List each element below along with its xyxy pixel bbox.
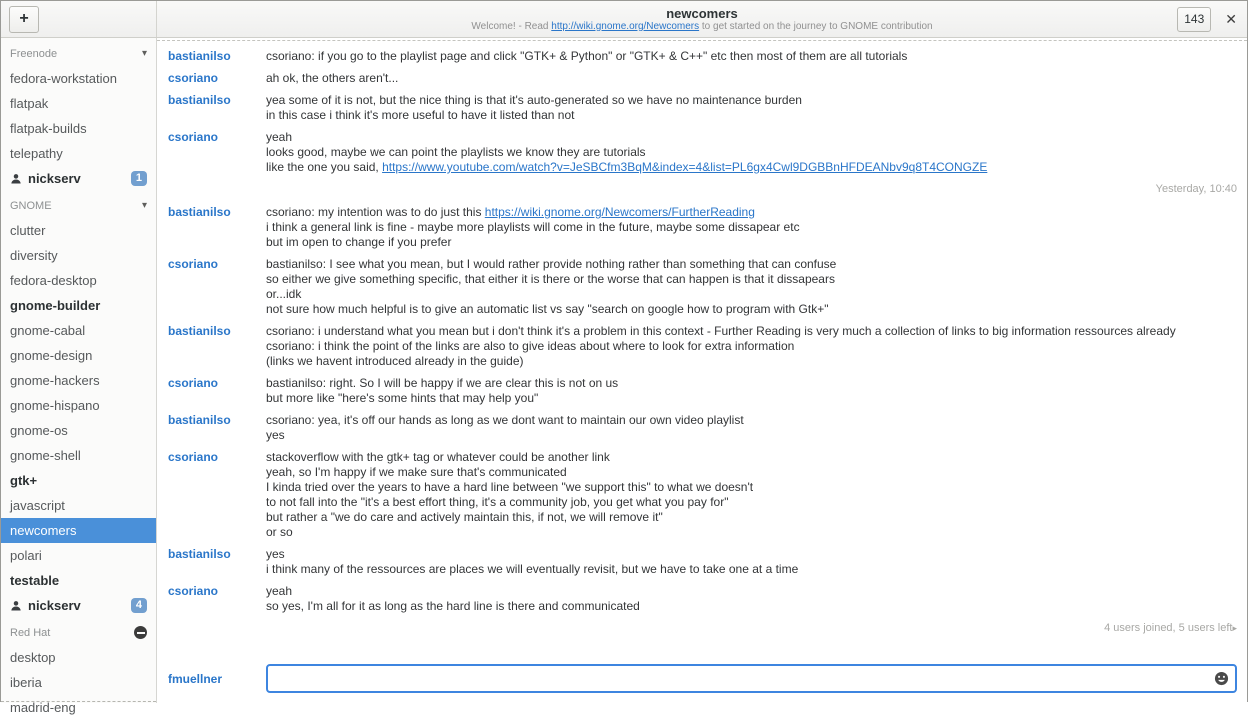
sidebar-item-label: fedora-workstation	[10, 71, 117, 86]
sidebar-item-nickserv[interactable]	[1, 166, 156, 191]
header-controls	[1177, 1, 1237, 37]
sidebar-item-label: gnome-design	[10, 348, 93, 363]
message-text: i think many of the ressources are places we will eventually revisit, but we have to take one at a time	[266, 562, 799, 576]
message-text: looks good, maybe we can point the playlists we know they are tutorials	[266, 145, 646, 159]
sidebar-item-polari[interactable]	[1, 543, 156, 568]
sidebar-item-flatpak-builds[interactable]	[1, 116, 156, 141]
message-text: in this case i think it's more useful to have it listed than not	[266, 108, 575, 122]
message-link[interactable]: https://wiki.gnome.org/Newcomers/FurtherReading	[484, 205, 755, 219]
message-text: csoriano: if you go to the playlist page and click "GTK+ & Python" or "GTK+ & C++" etc then most of them are all tutorials	[266, 49, 908, 63]
message-line	[266, 525, 1237, 540]
status-text: 4 users joined, 5 users left	[1104, 622, 1233, 634]
message-text: or...idk	[266, 287, 302, 301]
header-main-section	[157, 1, 1247, 37]
channel-topic	[471, 21, 932, 33]
sidebar-item-label: flatpak-builds	[10, 121, 87, 136]
message-nick[interactable]: csoriano	[168, 584, 219, 598]
sidebar-item-label: Freenode	[10, 47, 58, 60]
sidebar-item-label: gnome-cabal	[10, 323, 86, 338]
message-line	[266, 71, 1237, 86]
message-body	[266, 130, 1237, 175]
timestamp-label: Yesterday, 10:40	[1155, 183, 1237, 195]
message-text: csoriano: yea, it's off our hands as long as we dont want to maintain our own video playlist	[266, 413, 744, 427]
sidebar-item-testable[interactable]	[1, 568, 156, 593]
message-line	[266, 510, 1237, 525]
chevron-down-icon[interactable]: ▾	[141, 48, 147, 59]
message-list[interactable]	[157, 38, 1247, 657]
sidebar-item-label: testable	[10, 573, 60, 588]
message-line	[266, 93, 1237, 108]
chat-message	[157, 130, 1237, 175]
sidebar-item-gnome-shell[interactable]	[1, 443, 156, 468]
chat-message	[157, 71, 1237, 86]
add-room-button[interactable]: +	[9, 6, 39, 33]
sidebar-item-label: newcomers	[10, 523, 77, 538]
message-nick[interactable]: csoriano	[168, 130, 219, 144]
chat-message	[157, 376, 1237, 406]
unread-count-badge: 4	[131, 598, 147, 613]
message-line	[266, 584, 1237, 599]
message-line	[266, 376, 1237, 391]
topic-text-prefix: Welcome! - Read	[471, 20, 552, 32]
chat-message	[157, 93, 1237, 123]
chat-message	[157, 450, 1237, 540]
message-nick[interactable]: csoriano	[168, 376, 219, 390]
message-line	[266, 49, 1237, 64]
chat-scroll-undershoot	[157, 40, 1247, 41]
message-text: but more like "here's some hints that may help you"	[266, 391, 539, 405]
message-text: csoriano: my intention was to do just this	[266, 205, 485, 219]
message-nick[interactable]: bastianilso	[168, 93, 231, 107]
message-line	[266, 495, 1237, 510]
header-sidebar-section	[1, 1, 157, 37]
message-line	[266, 235, 1237, 250]
message-text: like the one you said,	[266, 160, 383, 174]
message-nick[interactable]: bastianilso	[168, 324, 231, 338]
message-line	[266, 480, 1237, 495]
chat-message	[157, 257, 1237, 317]
message-body	[266, 413, 1237, 443]
sidebar-item-label: GNOME	[10, 199, 52, 212]
sidebar-item-label: gtk+	[10, 473, 38, 488]
message-text: so either we give something specific, that either it is there or the worse that can happen is that it dissapears	[266, 272, 835, 286]
sidebar-item-label: gnome-builder	[10, 298, 101, 313]
message-text: yea some of it is not, but the nice thing is that it's auto-generated so we have no maintenance burden	[266, 93, 802, 107]
chat-pane	[157, 38, 1247, 703]
sidebar-item-fedora-desktop[interactable]	[1, 268, 156, 293]
sidebar-section-red-hat[interactable]	[1, 620, 156, 645]
message-line	[266, 272, 1237, 287]
sidebar-item-javascript[interactable]	[1, 493, 156, 518]
message-text: yeah	[266, 130, 293, 144]
message-body	[266, 450, 1237, 540]
message-text: (links we havent introduced already in the guide)	[266, 354, 524, 368]
message-line	[266, 450, 1237, 465]
message-line	[266, 391, 1237, 406]
polari-window	[1, 1, 1247, 715]
message-line	[266, 465, 1237, 480]
message-text: but rather a "we do care and actively maintain this, if not, we will remove it"	[266, 510, 663, 524]
sidebar-item-desktop[interactable]	[1, 645, 156, 670]
sidebar-item-label: iberia	[10, 675, 42, 690]
message-line	[266, 220, 1237, 235]
header-bar	[1, 1, 1247, 38]
message-body	[266, 49, 1237, 64]
message-line	[266, 108, 1237, 123]
sidebar-item-label: gnome-hispano	[10, 398, 100, 413]
sidebar-item-label: clutter	[10, 223, 46, 238]
message-text: yes	[266, 547, 285, 561]
sidebar-item-label: gnome-os	[10, 423, 68, 438]
sidebar-item-label: javascript	[10, 498, 65, 513]
chat-message	[157, 584, 1237, 614]
topic-text-suffix: to get started on the journey to GNOME contribution	[699, 20, 933, 32]
chat-message	[157, 49, 1237, 64]
sidebar-item-gtk+[interactable]	[1, 468, 156, 493]
sidebar-item-diversity[interactable]	[1, 243, 156, 268]
message-text: but im open to change if you prefer	[266, 235, 452, 249]
expander-arrow-icon[interactable]: ▸	[1232, 623, 1237, 633]
person-icon	[10, 173, 22, 185]
chat-message	[157, 205, 1237, 250]
sidebar-item-label: gnome-shell	[10, 448, 81, 463]
message-body	[266, 324, 1237, 369]
message-body	[266, 93, 1237, 123]
message-line	[266, 130, 1237, 145]
message-input-row	[157, 657, 1247, 703]
message-text: yes	[266, 428, 285, 442]
sidebar-item-telepathy[interactable]	[1, 141, 156, 166]
message-body	[266, 71, 1237, 86]
message-text: ah ok, the others aren't...	[266, 71, 399, 85]
message-line	[266, 547, 1237, 562]
sidebar-item-gnome-design[interactable]	[1, 343, 156, 368]
message-text: or so	[266, 525, 293, 539]
message-line	[266, 428, 1237, 443]
message-line	[266, 302, 1237, 317]
chat-message	[157, 413, 1237, 443]
sidebar-item-label: Red Hat	[10, 626, 51, 639]
chat-message	[157, 324, 1237, 369]
message-line	[266, 257, 1237, 272]
sidebar-item-label: nickserv	[28, 598, 81, 613]
sidebar-scroll-undershoot	[1, 701, 156, 702]
own-nick-button[interactable]: fmuellner	[168, 671, 223, 686]
main-content	[1, 38, 1247, 715]
message-entry[interactable]	[266, 664, 1237, 693]
sidebar-item-label: polari	[10, 548, 42, 563]
message-text: yeah, so I'm happy if we make sure that's communicated	[266, 465, 567, 479]
message-line	[266, 599, 1237, 614]
sidebar-item-clutter[interactable]	[1, 218, 156, 243]
sidebar-item-madrid-eng[interactable]	[1, 695, 156, 720]
emoji-picker-icon[interactable]	[1214, 671, 1229, 686]
person-icon	[10, 600, 22, 612]
message-text: yeah	[266, 584, 293, 598]
sidebar-section-gnome[interactable]	[1, 193, 156, 218]
message-nick[interactable]: bastianilso	[168, 413, 231, 427]
message-body	[266, 547, 1237, 577]
sidebar-item-label: diversity	[10, 248, 58, 263]
topic-link[interactable]: http://wiki.gnome.org/Newcomers	[551, 20, 700, 32]
message-text: bastianilso: I see what you mean, but I would rather provide nothing rather than something that can confuse	[266, 257, 837, 271]
user-count-button[interactable]: 143	[1177, 7, 1211, 32]
sidebar-item-label: flatpak	[10, 96, 49, 111]
sidebar-item-flatpak[interactable]	[1, 91, 156, 116]
message-nick[interactable]: bastianilso	[168, 49, 231, 63]
sidebar-item-label: telepathy	[10, 146, 63, 161]
chat-message	[157, 547, 1237, 577]
sidebar-item-newcomers[interactable]	[1, 518, 156, 543]
message-link[interactable]: https://www.youtube.com/watch?v=JeSBCfm3BqM&index=4&list=PL6gx4Cwl9DGBBnHFDEANbv9q8T4CONGZE	[382, 160, 988, 174]
message-input[interactable]	[274, 672, 1214, 686]
message-text: stackoverflow with the gtk+ tag or whatever could be another link	[266, 450, 610, 464]
sidebar-item-gnome-os[interactable]	[1, 418, 156, 443]
message-line	[266, 205, 1237, 220]
sidebar-item-label: madrid-eng	[10, 700, 76, 715]
message-nick[interactable]: csoriano	[168, 450, 219, 464]
channel-title: newcomers	[666, 5, 738, 21]
message-line	[266, 354, 1237, 369]
sidebar-item-nickserv[interactable]	[1, 593, 156, 618]
message-text: csoriano: i think the point of the links are also to give ideas about where to look for extra information	[266, 339, 795, 353]
message-nick[interactable]: csoriano	[168, 257, 219, 271]
message-body	[266, 584, 1237, 614]
unread-count-badge: 1	[131, 171, 147, 186]
message-text: not sure how much helpful is to give an automatic list vs say "search on google how to program with Gtk+"	[266, 302, 829, 316]
sidebar-item-label: desktop	[10, 650, 56, 665]
message-text: I kinda tried over the years to have a hard line between "we support this" to what we doesn't	[266, 480, 754, 494]
message-line	[266, 562, 1237, 577]
message-text: to not fall into the "it's a best effort thing, it's a community job, you get what you pay for"	[266, 495, 729, 509]
message-body	[266, 257, 1237, 317]
message-nick[interactable]: bastianilso	[168, 547, 231, 561]
message-nick[interactable]: csoriano	[168, 71, 219, 85]
chevron-down-icon[interactable]: ▾	[141, 200, 147, 211]
close-icon[interactable]: ✕	[1225, 11, 1237, 27]
message-body	[266, 376, 1237, 406]
sidebar-item-gnome-hackers[interactable]	[1, 368, 156, 393]
message-line	[266, 287, 1237, 302]
message-line	[266, 160, 1237, 175]
message-line	[266, 324, 1237, 339]
server-offline-icon	[134, 626, 147, 639]
message-text: so yes, I'm all for it as long as the hard line is there and communicated	[266, 599, 640, 613]
sidebar-item-gnome-builder[interactable]	[1, 293, 156, 318]
sidebar-item-fedora-workstation[interactable]	[1, 66, 156, 91]
sidebar-item-label: fedora-desktop	[10, 273, 97, 288]
message-text: csoriano: i understand what you mean but i don't think it's a problem in this context - Further Reading is very much a collection of links to big information ressources already	[266, 324, 1176, 338]
message-nick[interactable]: bastianilso	[168, 205, 231, 219]
message-text: bastianilso: right. So I will be happy if we are clear this is not on us	[266, 376, 619, 390]
message-line	[266, 339, 1237, 354]
room-list-sidebar	[1, 38, 157, 715]
message-line	[266, 413, 1237, 428]
sidebar-item-label: nickserv	[28, 171, 81, 186]
sidebar-item-label: gnome-hackers	[10, 373, 100, 388]
sidebar-item-iberia[interactable]	[1, 670, 156, 695]
message-text: i think a general link is fine - maybe more playlists will come in the future, maybe some dissapear etc	[266, 220, 800, 234]
message-line	[266, 145, 1237, 160]
sidebar-item-gnome-hispano[interactable]	[1, 393, 156, 418]
message-body	[266, 205, 1237, 250]
sidebar-item-gnome-cabal[interactable]	[1, 318, 156, 343]
user-activity-status[interactable]	[157, 621, 1237, 635]
sidebar-section-freenode[interactable]	[1, 41, 156, 66]
